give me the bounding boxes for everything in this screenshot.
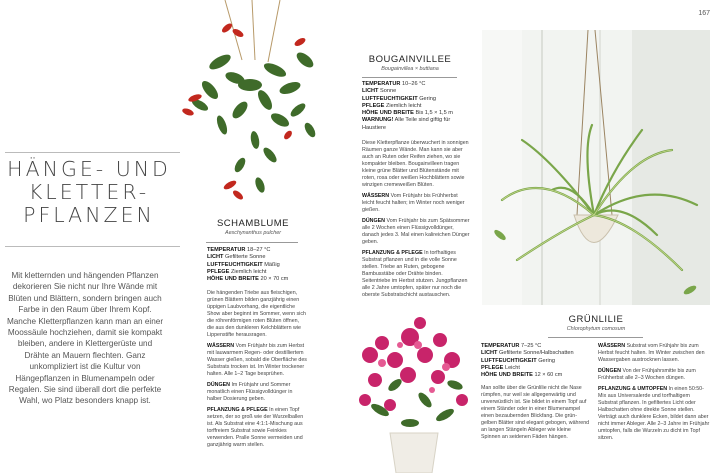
stat-label: PFLEGE — [207, 268, 230, 275]
stat-label: LICHT — [481, 350, 498, 357]
care-text: Vom Frühjahr bis zum Herbst mit lauwarmem Regen- oder destilliertem Wasser gießen, sobald die Oberfläche des Substrats trocken ist. Im Winter trockener halten. Alle 1–2 Tage besprühen. — [207, 343, 307, 377]
stat-value: Bis 1,5 × 1,5 m — [415, 110, 453, 117]
bougainvillee-rule — [362, 77, 457, 78]
bougainvillee-latin: Bougainvillea × buttiana — [381, 66, 439, 72]
stat-label: LUFTFEUCHTIGKEIT — [481, 357, 537, 364]
care-label: WÄSSERN — [598, 343, 626, 349]
stat-value: 18–27 °C — [247, 247, 271, 253]
schamblume-stats — [207, 247, 307, 283]
bougainvillee-photo — [350, 315, 475, 473]
title-line-2: KLETTER- — [28, 180, 150, 204]
stat-value: 12 × 60 cm — [534, 372, 563, 379]
stat-value: 10–26 °C — [402, 81, 426, 87]
page-number: 167 — [698, 10, 710, 17]
warning-label: WARNUNG! — [362, 117, 394, 124]
bougainvillee-description: Diese Kletterpflanze überwuchert in sonnigen Räumen ganze Wände. Man kann sie aber auch an Ruten oder Reifen ziehen, wo sie kompakter bleiben. Bougainvilleen tragen kleine grüne Blätter und Blütenstände mit roten, rosa oder weißen Hochblättern sowie winzigen cremeweißen Blüten. — [362, 140, 469, 188]
schamblume-latin: Aeschynanthus pulcher — [224, 230, 282, 236]
stat-value: Ziemlich leicht — [230, 268, 267, 275]
stat-label: TEMPERATUR — [362, 81, 401, 87]
bougainvillee-name: BOUGAINVILLEE — [368, 54, 452, 65]
schamblume-photo — [180, 0, 330, 215]
gruenlilie-rule — [548, 337, 643, 338]
title-line-1: HÄNGE- UND — [7, 157, 171, 181]
care-label: PFLANZUNG & PFLEGE — [362, 250, 423, 256]
bougainvillee-header — [360, 54, 460, 72]
stat-value: Gefilterte Sonne/Halbschatten — [499, 350, 574, 357]
schamblume-description: Die hängenden Triebe aus fleischigen, grünen Blättern bilden ganzjährig einen üppigen Laubvorhang, die eigentliche Show aber beginnt im Sommer, wenn sich die röhrenförmigen roten Blüten öffnen, die aus den dunkleren Kelchblättern wie Lippenstifte herausragen. — [207, 290, 306, 338]
care-text: Im Frühjahr und Sommer monatlich einen Flüssigvolldünger in halber Dosierung geben. — [207, 382, 293, 402]
care-text: Vom Frühjahr bis Frühherbst leicht feucht halten; im Winter noch weniger gießen. — [362, 193, 465, 213]
care-text: In einen Topf setzen, der so groß wie der Wurzelballen ist. Als Substrat eine 4:1:1-Mischung aus torffreiem Substrat sowie Feinkies verwenden. Pralle Sonne vermeiden und ganzjährig warm stellen. — [207, 407, 304, 448]
page-title — [0, 158, 178, 227]
schamblume-header — [203, 218, 303, 236]
schamblume-name: SCHAMBLUME — [216, 218, 290, 229]
care-label: PFLANZUNG & UMTOPFEN — [598, 386, 668, 392]
care-label: WÄSSERN — [207, 343, 235, 349]
stat-label: HÖHE UND BREITE — [207, 276, 259, 283]
gruenlilie-latin: Chlorophytum comosum — [566, 326, 626, 332]
gruenlilie-stats — [481, 343, 591, 379]
stat-value: Leicht — [504, 364, 520, 371]
stat-label: LICHT — [207, 254, 224, 261]
care-label: PFLANZUNG & PFLEGE — [207, 407, 268, 413]
care-text: In torfhaltiges Substrat pflanzen und in die volle Sonne stellen. Triebe an Ruten, gebogene Bambusstäbe oder Drähte binden. Seitentriebe im Herbst stutzen. Jungpflanzen alle 2 Jahre umtopfen, später nur noch die oberste Substratschicht austauschen. — [362, 250, 468, 298]
stat-value: Gering — [538, 357, 555, 364]
schamblume-rule — [206, 242, 298, 243]
stat-value: 7–25 °C — [521, 343, 542, 349]
warning-text: Alle Teile sind giftig für Haustiere — [362, 117, 451, 131]
stat-value: 20 × 70 cm — [260, 276, 289, 283]
stat-label: LICHT — [362, 88, 379, 95]
stat-label: TEMPERATUR — [207, 247, 246, 253]
stat-label: LUFTFEUCHTIGKEIT — [207, 261, 263, 268]
stat-label: TEMPERATUR — [481, 343, 520, 349]
care-label: DÜNGEN — [362, 218, 385, 224]
stat-value: Mäßig — [264, 261, 280, 268]
care-label: WÄSSERN — [362, 193, 390, 199]
gruenlilie-body — [598, 343, 710, 446]
stat-label: PFLEGE — [362, 102, 385, 109]
gruenlilie-description-block — [481, 385, 591, 445]
care-text: Vom Frühjahr bis zum Spätsommer alle 2 Wochen einen Flüssigvolldünger, danach jedes 3. Mal einen kalireichen Dünger geben. — [362, 218, 470, 245]
stat-label: HÖHE UND BREITE — [362, 110, 414, 117]
stat-label: LUFTFEUCHTIGKEIT — [362, 95, 418, 102]
title-rule-bottom — [5, 246, 180, 247]
stat-label: HÖHE UND BREITE — [481, 372, 533, 379]
schamblume-body — [207, 290, 307, 453]
stat-value: Gefilterte Sonne — [225, 254, 266, 261]
bougainvillee-body — [362, 140, 470, 303]
gruenlilie-description: Man sollte über die Grünlilie nicht die Nase rümpfen, nur weil sie allgegenwärtig und unverwüstlich ist. Sie bildet in einem Topf auf einem Ständer oder in einer Blumenampel einen bezaubernden Blickfang. Die grün-gelben Blätter sind elegant gebogen, während an langen Stängeln Ableger wie kleine Spinnen an seidenen Fäden hängen. — [481, 385, 590, 440]
stat-value: Gering — [419, 95, 436, 102]
gruenlilie-photo — [482, 30, 710, 305]
care-text: Substrat vom Frühjahr bis zum Herbst feucht halten. Im Winter zwischen den Wassergaben austrocknen lassen. — [598, 343, 705, 363]
stat-value: Sonne — [380, 88, 397, 95]
gruenlilie-header — [546, 314, 646, 332]
care-text: Von der Frühjahrsmitte bis zum Frühherbst alle 2–3 Wochen düngen. — [598, 368, 696, 381]
gruenlilie-name: GRÜNLILIE — [568, 314, 624, 325]
stat-label: PFLEGE — [481, 364, 504, 371]
care-text: In einen 50:50-Mix aus Universalerde und torfhaltigem Substrat pflanzen. In gefiltertes Licht oder Halbschatten ohne direkte Sonne stellen. Verträgt auch dunklere Ecken, bildet dann aber nicht immer Ableger. Alle 2–3 Jahre im Frühjahr umtopfen, falls die Wurzeln zu dicht im Topf sitzen. — [598, 386, 710, 441]
care-label: DÜNGEN — [598, 368, 621, 374]
title-line-3: PFLANZEN — [23, 203, 155, 227]
care-label: DÜNGEN — [207, 382, 230, 388]
stat-value: Ziemlich leicht — [385, 102, 422, 109]
intro-text: Mit kletternden und hängenden Pflanzen dekorieren Sie nicht nur Ihre Wände mit Blüten und Blättern, sondern bringen auch Farbe in den Raum über Ihrem Kopf. Manche Kletterpflanzen kann man an einer Moossäule hochziehen, damit sie kompakt bleiben, andere in Klettergerüste und Drähte an Mauern flechten. Ganz unkompliziert ist die Kultur von Hängepflanzen in Blumenampeln oder Regalen. Sie sind überall dort die perfekte Wahl, wo Platz besonders knapp ist. — [6, 271, 164, 406]
bougainvillee-stats — [362, 81, 470, 132]
title-rule-top — [5, 152, 180, 153]
